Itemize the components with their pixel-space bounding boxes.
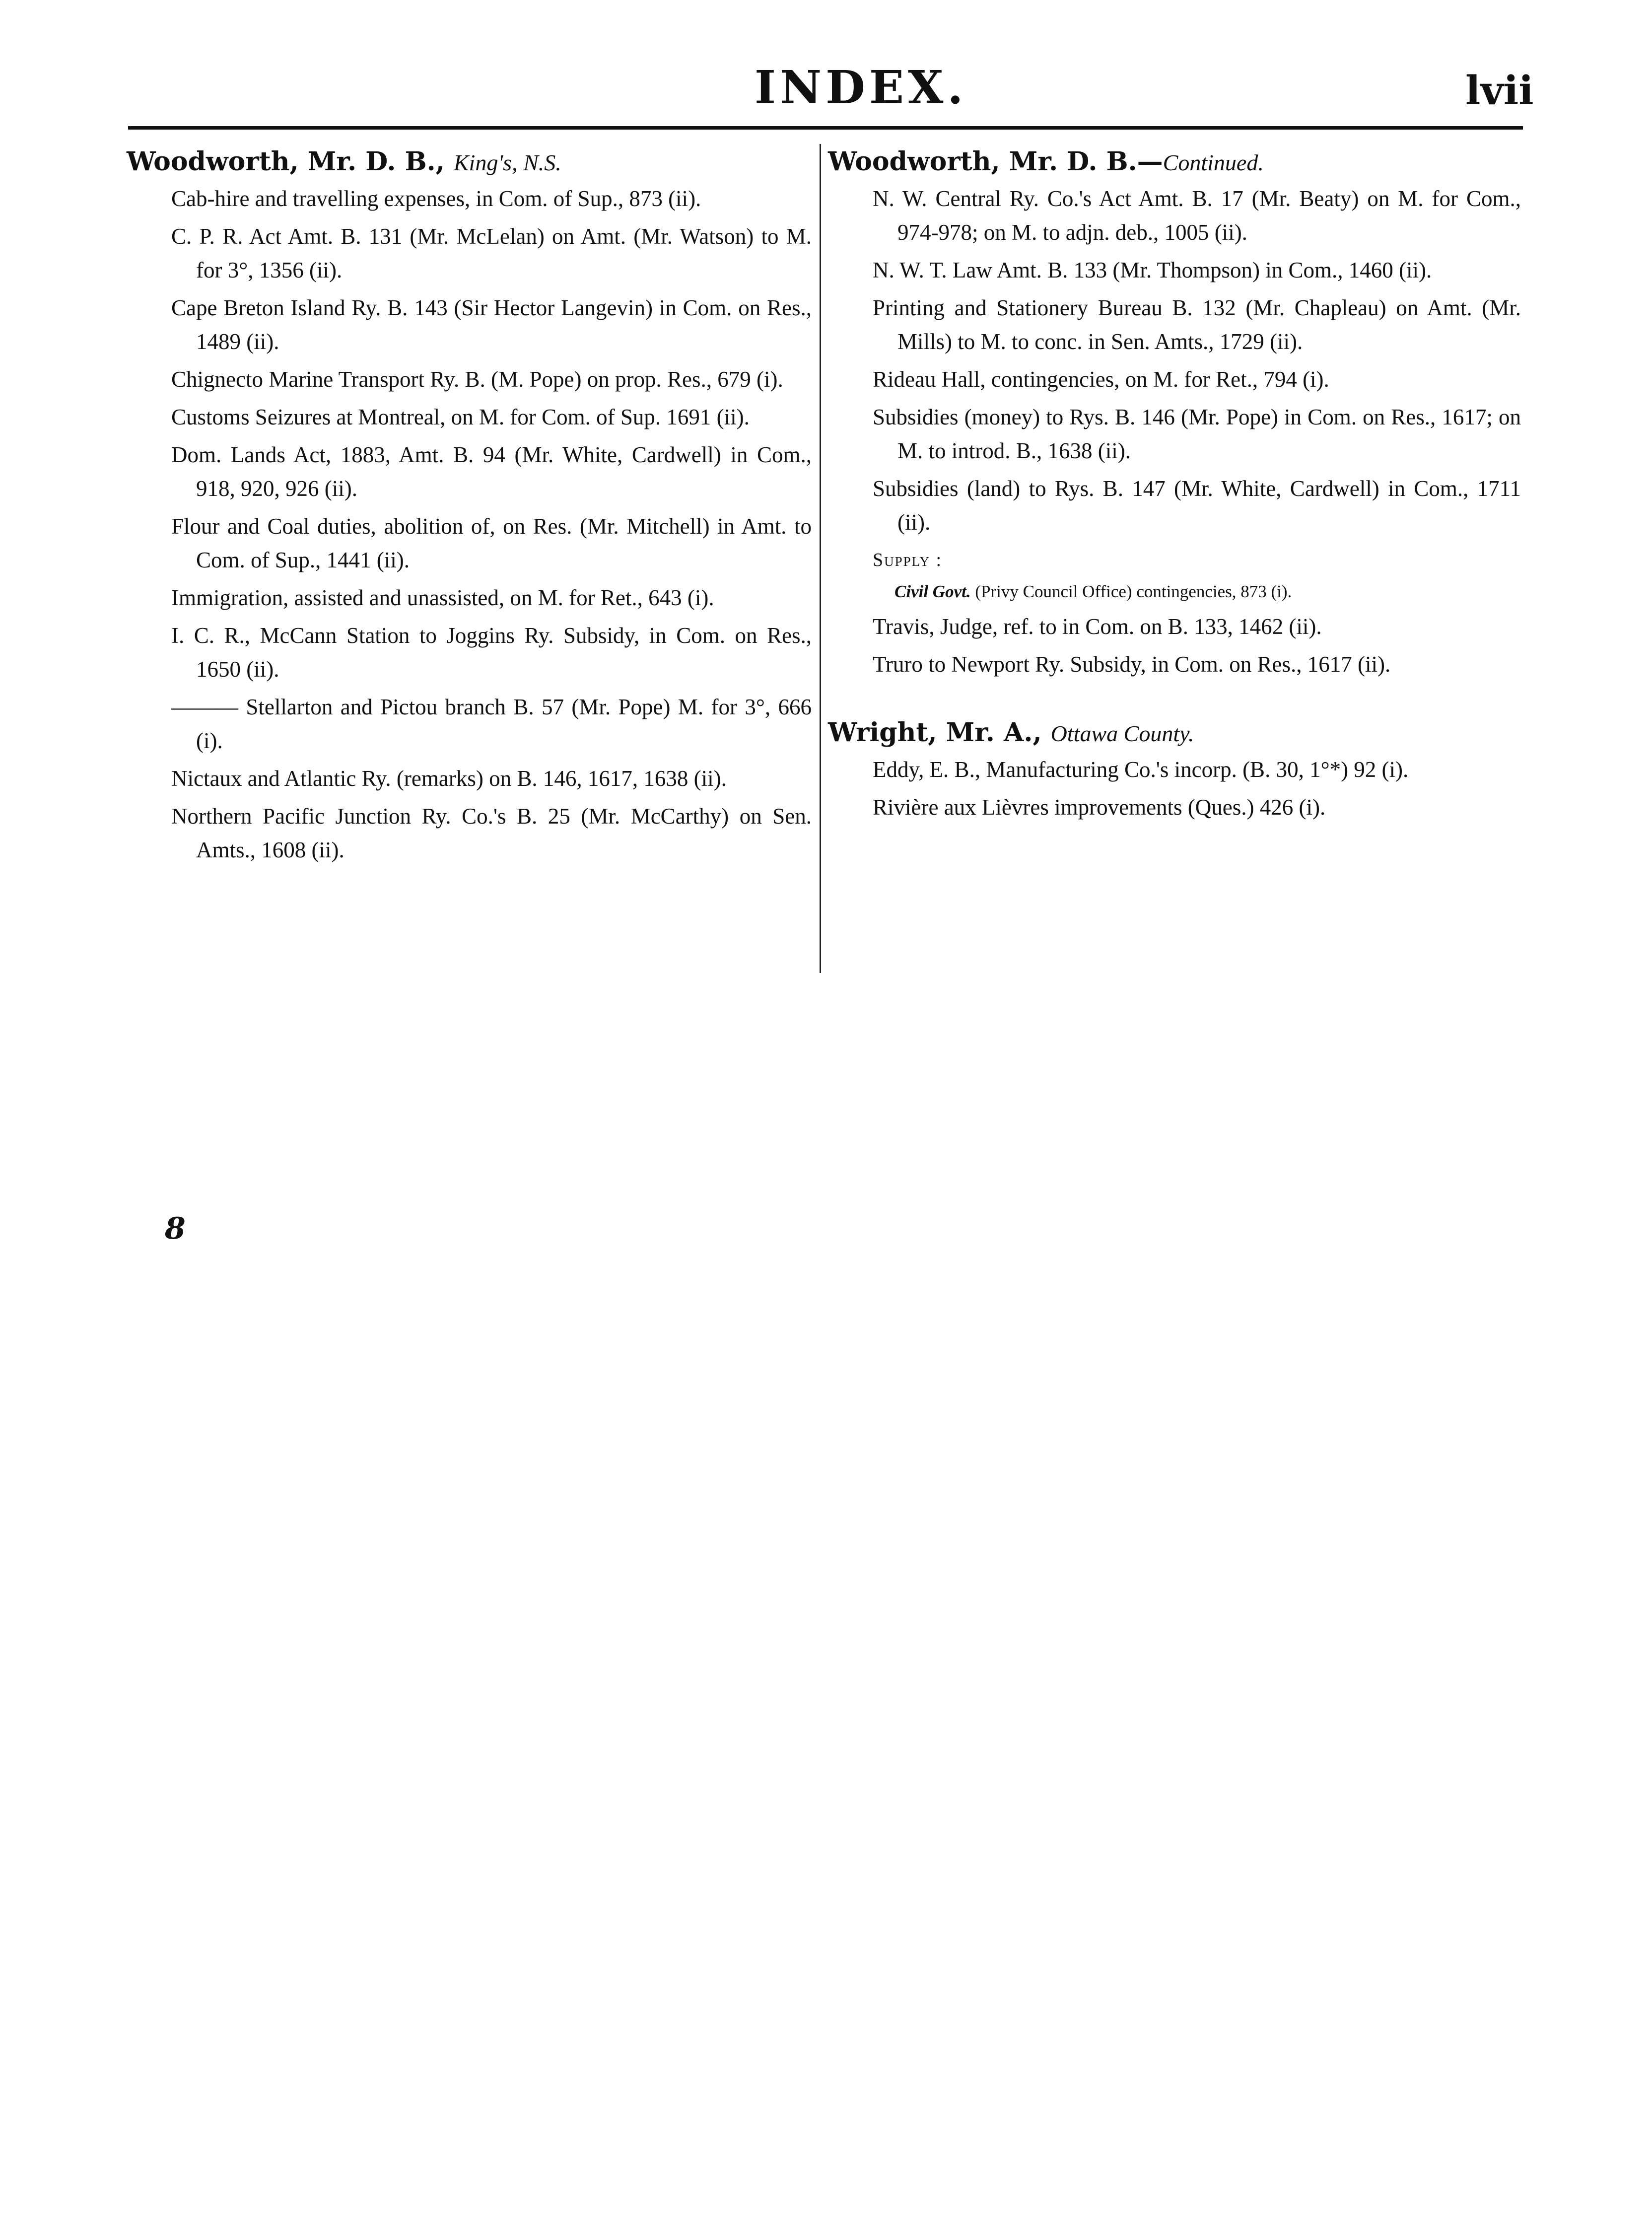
index-entry: Dom. Lands Act, 1883, Amt. B. 94 (Mr. White, Cardwell) in Com., 918, 920, 926 (ii). bbox=[171, 442, 812, 501]
index-entry: Eddy, E. B., Manufacturing Co.'s incorp. (B. 30, 1°*) 92 (i). bbox=[873, 757, 1409, 782]
supply-entry bbox=[873, 578, 1521, 606]
page-number: lvii bbox=[1465, 67, 1534, 114]
index-entry: Subsidies (land) to Rys. B. 147 (Mr. White, Cardwell) in Com., 1711 (ii). bbox=[873, 476, 1521, 535]
index-entry: Nictaux and Atlantic Ry. (remarks) on B. 146, 1617, 1638 (ii). bbox=[171, 766, 727, 791]
header-rule bbox=[128, 126, 1523, 130]
supply-entry-text: (Privy Council Office) contingencies, 873 (i). bbox=[975, 582, 1292, 601]
index-entry: Rideau Hall, contingencies, on M. for Ret., 794 (i). bbox=[873, 367, 1329, 392]
section-gap bbox=[828, 685, 1521, 716]
index-entry: Cab-hire and travelling expenses, in Com. of Sup., 873 (ii). bbox=[171, 186, 701, 211]
supply-entry-lead: Civil Govt. bbox=[895, 582, 971, 601]
index-entry: Rivière aux Lièvres improvements (Ques.) 426 (i). bbox=[873, 795, 1326, 820]
member-heading-woodworth-continued bbox=[828, 145, 1521, 180]
member-heading-woodworth bbox=[127, 145, 812, 180]
supply-subheading: Supply : bbox=[873, 550, 943, 570]
member-heading-wright bbox=[828, 716, 1521, 751]
index-entry: Northern Pacific Junction Ry. Co.'s B. 25 (Mr. McCarthy) on Sen. Amts., 1608 (ii). bbox=[171, 804, 812, 862]
left-column bbox=[127, 145, 812, 871]
index-entry: Chignecto Marine Transport Ry. B. (M. Pope) on prop. Res., 679 (i). bbox=[171, 367, 783, 392]
index-entry: Cape Breton Island Ry. B. 143 (Sir Hector Langevin) in Com. on Res., 1489 (ii). bbox=[171, 295, 812, 354]
right-column bbox=[828, 145, 1521, 828]
index-entry: Subsidies (money) to Rys. B. 146 (Mr. Pope) in Com. on Res., 1617; on M. to introd. B., 1638 (ii). bbox=[873, 405, 1521, 463]
continued-label: Continued. bbox=[1163, 150, 1264, 175]
member-constituency: Ottawa County. bbox=[1050, 721, 1194, 746]
index-entry: Printing and Stationery Bureau B. 132 (Mr. Chapleau) on Amt. (Mr. Mills) to M. to conc. in Sen. Amts., 1729 (ii). bbox=[873, 295, 1521, 354]
member-constituency: King's, N.S. bbox=[453, 150, 561, 175]
index-entry: Truro to Newport Ry. Subsidy, in Com. on Res., 1617 (ii). bbox=[873, 652, 1391, 677]
index-entry: ——— Stellarton and Pictou branch B. 57 (Mr. Pope) M. for 3°, 666 (i). bbox=[171, 695, 812, 753]
column-divider bbox=[820, 144, 821, 973]
index-entry: C. P. R. Act Amt. B. 131 (Mr. McLelan) on Amt. (Mr. Watson) to M. for 3°, 1356 (ii). bbox=[171, 224, 812, 282]
index-entry: I. C. R., McCann Station to Joggins Ry. Subsidy, in Com. on Res., 1650 (ii). bbox=[171, 623, 812, 682]
index-entry: N. W. T. Law Amt. B. 133 (Mr. Thompson) in Com., 1460 (ii). bbox=[873, 258, 1432, 282]
index-entry: Flour and Coal duties, abolition of, on Res. (Mr. Mitchell) in Amt. to Com. of Sup., 1441 (ii). bbox=[171, 514, 812, 572]
index-entry: N. W. Central Ry. Co.'s Act Amt. B. 17 (Mr. Beaty) on M. for Com., 974-978; on M. to adjn. deb., 1005 (ii). bbox=[873, 186, 1521, 245]
page-title: INDEX. bbox=[755, 61, 967, 114]
member-name: Woodworth, Mr. D. B., bbox=[127, 146, 445, 177]
index-entry: Customs Seizures at Montreal, on M. for Com. of Sup. 1691 (ii). bbox=[171, 405, 750, 429]
member-name: Woodworth, Mr. D. B.— bbox=[828, 146, 1163, 177]
member-name: Wright, Mr. A., bbox=[828, 717, 1042, 748]
signature-mark: 8 bbox=[165, 1211, 186, 1246]
index-entry: Immigration, assisted and unassisted, on M. for Ret., 643 (i). bbox=[171, 585, 714, 610]
index-entry: Travis, Judge, ref. to in Com. on B. 133, 1462 (ii). bbox=[873, 614, 1322, 639]
